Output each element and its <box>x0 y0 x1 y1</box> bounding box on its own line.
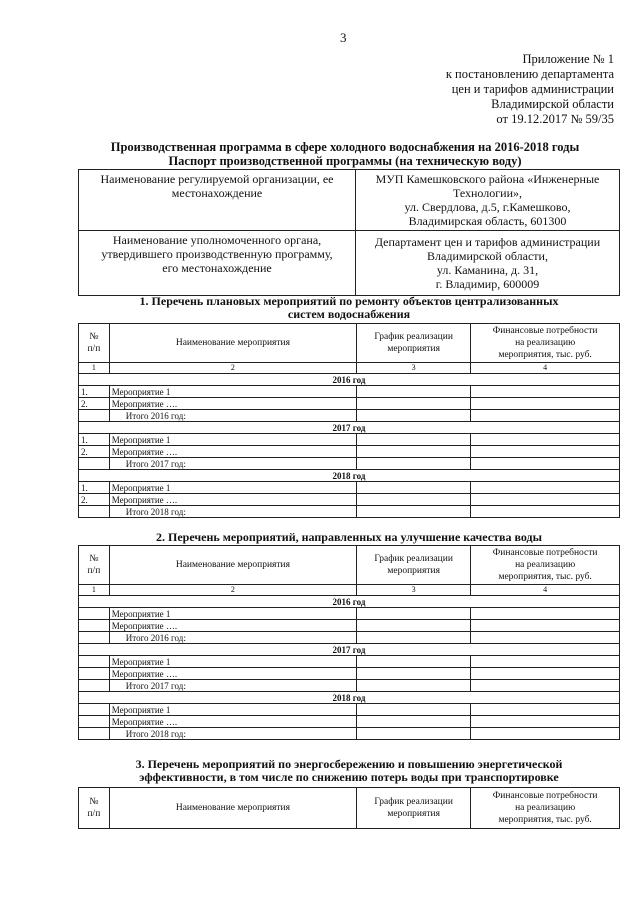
plan-table-2 <box>78 545 620 740</box>
index-cell: 1 <box>79 585 110 596</box>
index-cell: 4 <box>471 363 620 374</box>
header-row <box>79 324 620 363</box>
appendix-line: к постановлению департамента <box>445 67 614 81</box>
total-row: Итого 2017 год: <box>79 458 620 470</box>
text-line: 2. Перечень мероприятий, направленных на улучшение качества воды <box>156 530 542 544</box>
year-row: 2018 год <box>79 470 620 482</box>
passport-value <box>356 170 620 231</box>
page-number: 3 <box>340 30 347 45</box>
text-line: Владимирская область, 601300 <box>408 214 567 228</box>
text-line: г. Владимир, 600009 <box>435 277 540 291</box>
year-row: 2017 год <box>79 644 620 656</box>
passport-table <box>78 169 620 296</box>
passport-label <box>79 231 356 296</box>
index-cell: 2 <box>109 585 356 596</box>
col-name-header: Наименование мероприятия <box>109 788 356 829</box>
passport-label <box>79 170 356 231</box>
total-row: Итого 2016 год: <box>79 410 620 422</box>
section-title <box>78 295 620 321</box>
index-cell: 4 <box>471 585 620 596</box>
total-row: Итого 2016 год: <box>79 632 620 644</box>
document-title <box>70 140 620 168</box>
appendix-line: Приложение № 1 <box>522 52 614 66</box>
title-line: Паспорт производственной программы (на техническую воду) <box>168 154 522 168</box>
text-line: Владимирской области, <box>427 249 548 263</box>
text-line: систем водоснабжения <box>287 307 411 321</box>
col-num-header: № п/п <box>79 788 110 829</box>
appendix-line: цен и тарифов администрации <box>451 82 614 96</box>
col-num-header: № п/п <box>79 324 110 363</box>
col-name-header: Наименование мероприятия <box>109 546 356 585</box>
index-cell: 3 <box>357 363 471 374</box>
appendix-line: Владимирской области <box>491 97 614 111</box>
text-line: Наименование регулируемой организации, ее <box>100 172 334 186</box>
text-line: 1. Перечень плановых мероприятий по ремонту объектов централизованных <box>139 294 559 308</box>
col-schedule-header: График реализации мероприятия <box>357 324 471 363</box>
col-finance-header: Финансовые потребности на реализацию мероприятия, тыс. руб. <box>471 324 620 363</box>
total-row: Итого 2018 год: <box>79 506 620 518</box>
col-finance-header: Финансовые потребности на реализацию мероприятия, тыс. руб. <box>471 546 620 585</box>
passport-row <box>79 231 620 296</box>
text-line: МУП Камешковского района «Инженерные <box>375 172 600 186</box>
plan-table-3 <box>78 787 620 829</box>
table-row: Мероприятие …. <box>79 716 620 728</box>
year-row: 2016 год <box>79 374 620 386</box>
text-line: Технологии», <box>452 186 523 200</box>
table-row: 1. Мероприятие 1 <box>79 434 620 446</box>
col-schedule-header: График реализации мероприятия <box>357 546 471 585</box>
table-row: Мероприятие 1 <box>79 704 620 716</box>
year-row: 2016 год <box>79 596 620 608</box>
col-schedule-header: График реализации мероприятия <box>357 788 471 829</box>
index-cell: 1 <box>79 363 110 374</box>
text-line: эффективности, в том числе по снижению потерь воды при транспортировке <box>139 770 559 784</box>
col-name-header: Наименование мероприятия <box>109 324 356 363</box>
passport-value <box>356 231 620 296</box>
year-row: 2018 год <box>79 692 620 704</box>
plan-table-1 <box>78 323 620 518</box>
table-row: Мероприятие …. <box>79 668 620 680</box>
index-row <box>79 585 620 596</box>
year-row: 2017 год <box>79 422 620 434</box>
index-row <box>79 363 620 374</box>
table-row: 1. Мероприятие 1 <box>79 482 620 494</box>
passport-row <box>79 170 620 231</box>
text-line: Наименование уполномоченного органа, <box>112 233 322 247</box>
text-line: Департамент цен и тарифов администрации <box>374 235 601 249</box>
text-line: утвердившего производственную программу, <box>101 247 333 261</box>
table-row: 2. Мероприятие …. <box>79 494 620 506</box>
table-row: 2. Мероприятие …. <box>79 398 620 410</box>
section-title <box>78 758 620 784</box>
table-row: 1. Мероприятие 1 <box>79 386 620 398</box>
total-row: Итого 2017 год: <box>79 680 620 692</box>
table-row: Мероприятие …. <box>79 620 620 632</box>
index-cell: 2 <box>109 363 356 374</box>
text-line: 3. Перечень мероприятий по энергосбережению и повышению энергетической <box>135 757 563 771</box>
appendix-block <box>394 52 614 127</box>
appendix-line: от 19.12.2017 № 59/35 <box>496 112 614 126</box>
header-row <box>79 546 620 585</box>
text-line: его местонахождение <box>162 261 272 275</box>
total-row: Итого 2018 год: <box>79 728 620 740</box>
text-line: ул. Каманина, д. 31, <box>436 263 539 277</box>
table-row: 2. Мероприятие …. <box>79 446 620 458</box>
col-finance-header: Финансовые потребности на реализацию мероприятия, тыс. руб. <box>471 788 620 829</box>
table-row: Мероприятие 1 <box>79 608 620 620</box>
text-line: местонахождение <box>171 186 263 200</box>
col-num-header: № п/п <box>79 546 110 585</box>
table-row: Мероприятие 1 <box>79 656 620 668</box>
section-title <box>78 531 620 544</box>
index-cell: 3 <box>357 585 471 596</box>
header-row <box>79 788 620 829</box>
text-line: ул. Свердлова, д.5, г.Камешково, <box>404 200 571 214</box>
title-line: Производственная программа в сфере холодного водоснабжения на 2016-2018 годы <box>110 140 580 154</box>
